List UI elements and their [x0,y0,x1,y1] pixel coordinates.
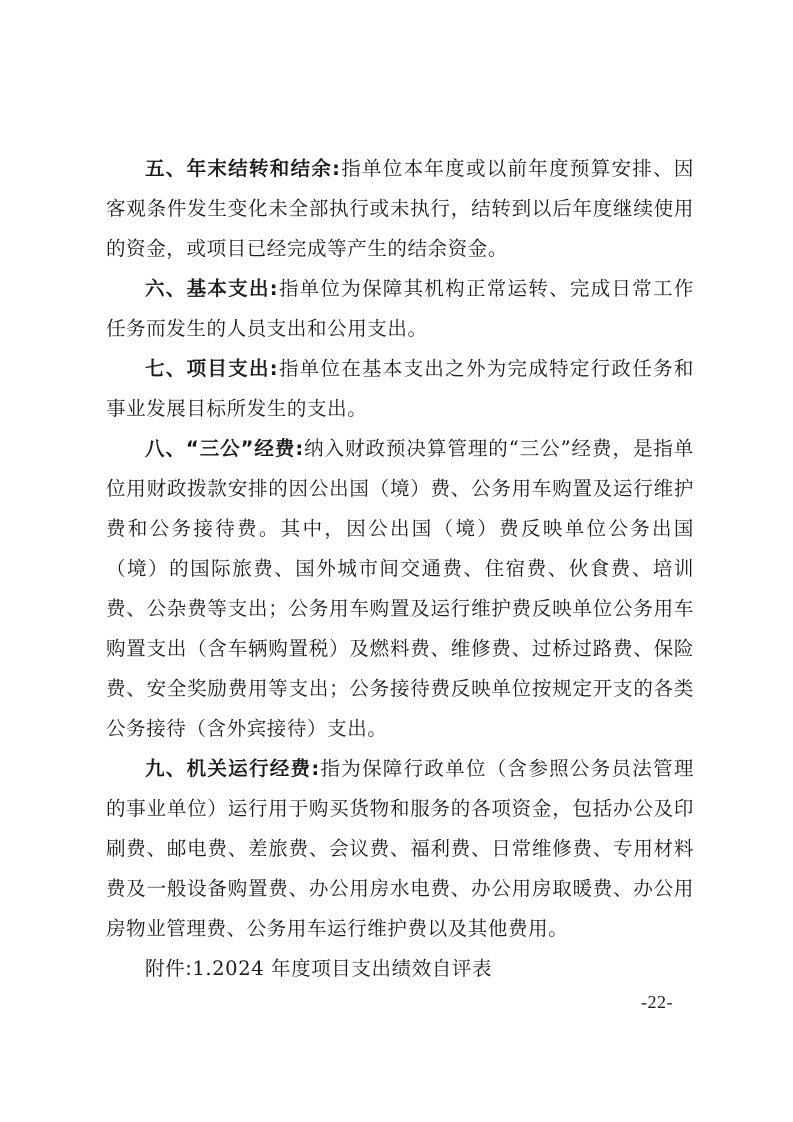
term-heading: 九、机关运行经费: [145,757,320,780]
attachment-line [106,949,694,989]
definition-paragraph-project-expenditure [106,349,694,429]
definition-paragraph-basic-expenditure [106,269,694,349]
term-heading: 七、项目支出: [145,357,279,380]
term-heading: 八、“三公”经费: [145,437,304,460]
definition-paragraph-operating-expenses [106,749,694,949]
definition-text: 指单位本年度或以前年度预算安排、因客观条件发生变化未全部执行或未执行，结转到以后年度继续使用的资金，或项目已经完成等产生的结余资金。 [106,157,694,260]
definition-text: 指为保障行政单位（含参照公务员法管理的事业单位）运行用于购买货物和服务的各项资金，包括办公及印刷费、邮电费、差旅费、会议费、福利费、日常维修费、专用材料费及一般设备购置费、办公用房水电费、办公用房取暖费、办公用房物业管理费、公务用车运行维护费以及其他费用。 [106,757,694,940]
definition-text: 指单位在基本支出之外为完成特定行政任务和事业发展目标所发生的支出。 [106,357,694,420]
definition-text: 纳入财政预决算管理的“三公”经费，是指单位用财政拨款安排的因公出国（境）费、公务用车购置及运行维护费和公务接待费。其中，因公出国（境）费反映单位公务出国（境）的国际旅费、国外城市间交通费、住宿费、伙食费、培训费、公杂费等支出；公务用车购置及运行维护费反映单位公务用车购置支出（含车辆购置税）及燃料费、维修费、过桥过路费、保险费、安全奖励费用等支出；公务接待费反映单位按规定开支的各类公务接待（含外宾接待）支出。 [106,437,694,740]
definition-paragraph-year-end-carryover [106,149,694,269]
page-number: -22- [641,992,673,1012]
term-heading: 六、基本支出: [145,277,279,300]
term-heading: 五、年末结转和结余: [145,157,341,180]
attachment-label: 附件: [145,957,193,980]
definition-paragraph-three-public-expenses [106,429,694,749]
definition-text: 指单位为保障其机构正常运转、完成日常工作任务而发生的人员支出和公用支出。 [106,277,694,340]
body-text [106,149,694,989]
attachment-text: 1.2024 年度项目支出绩效自评表 [192,957,493,980]
